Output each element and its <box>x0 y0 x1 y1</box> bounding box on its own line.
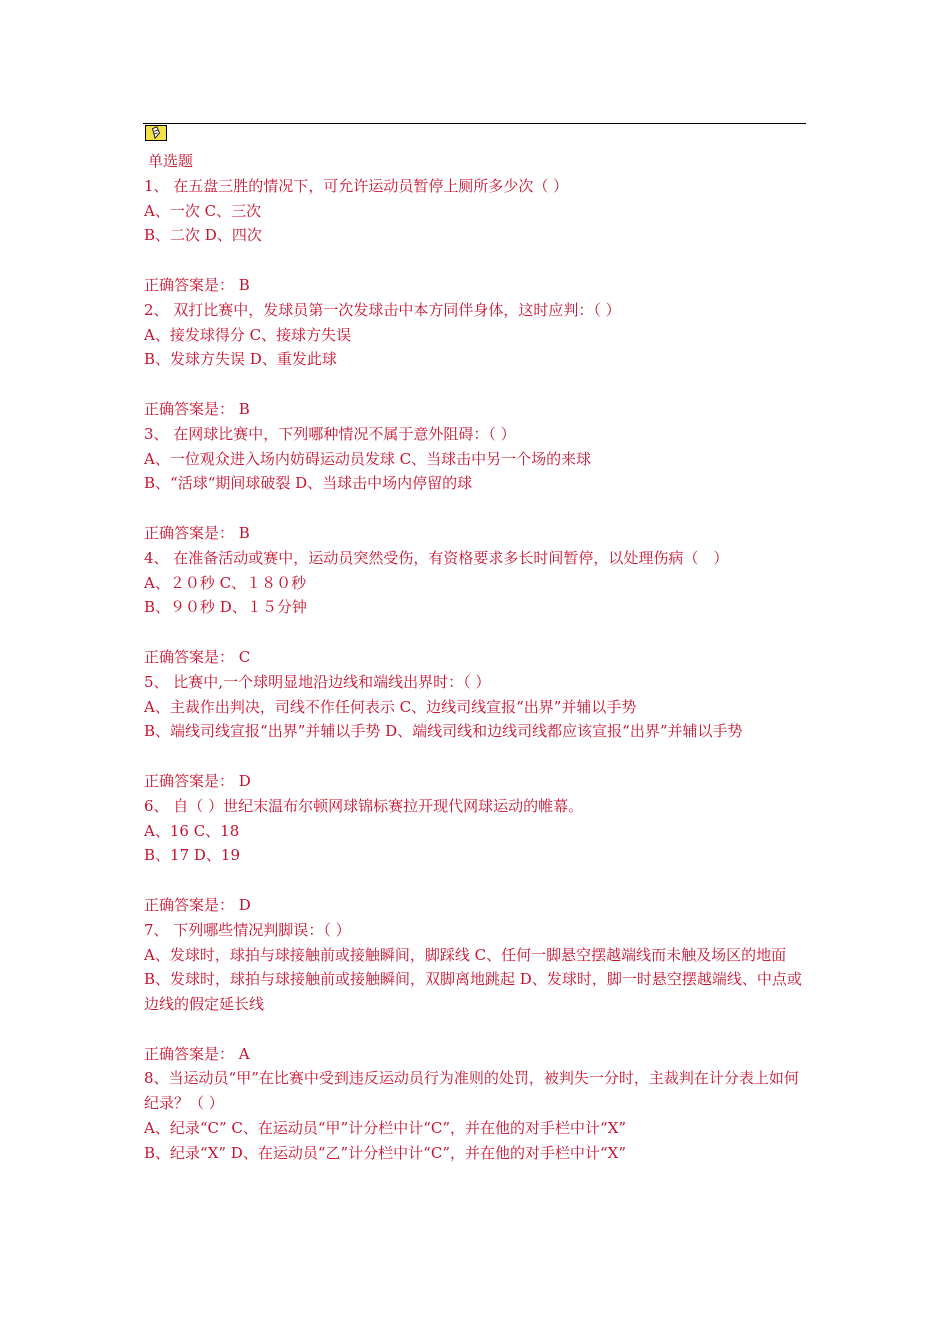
option-line: B、发球方失误 D、重发此球 <box>144 350 337 369</box>
option-line: A、接发球得分 C、接球方失误 <box>144 325 352 344</box>
question-1 <box>144 174 808 298</box>
question-4 <box>144 546 808 670</box>
question-stem: 7、 下列哪些情况判脚误：（ ） <box>144 920 351 939</box>
document-icon <box>145 125 167 141</box>
option-line: A、16 C、18 <box>144 821 240 840</box>
answer-line: 正确答案是： B <box>144 399 250 418</box>
option-line: B、“活球“期间球破裂 D、当球击中场内停留的球 <box>144 474 473 493</box>
option-line: B、纪录“X” D、在运动员“乙”计分栏中计“C”，并在他的对手栏中计“X” <box>144 1143 627 1162</box>
question-stem: 1、 在五盘三胜的情况下，可允许运动员暂停上厕所多少次（ ） <box>144 176 569 195</box>
option-line: B、发球时，球拍与球接触前或接触瞬间，双脚离地跳起 D、发球时，脚一时悬空摆越端线、中点或边线的假定延长线 <box>144 970 802 1014</box>
option-line: B、17 D、19 <box>144 846 240 865</box>
question-2 <box>144 298 808 422</box>
answer-line: 正确答案是： B <box>144 523 250 542</box>
question-stem: 3、 在网球比赛中，下列哪种情况不属于意外阻碍：（ ） <box>144 424 516 443</box>
option-line: A、纪录“C” C、在运动员“甲”计分栏中计“C”，并在他的对手栏中计“X” <box>144 1119 627 1138</box>
question-stem: 2、 双打比赛中，发球员第一次发球击中本方同伴身体，这时应判：（ ） <box>144 300 621 319</box>
option-line: A、主裁作出判决，司线不作任何表示 C、边线司线宣报“出界”并辅以手势 <box>144 697 637 716</box>
answer-line: 正确答案是： B <box>144 275 250 294</box>
answer-line: 正确答案是： D <box>144 771 251 790</box>
question-6 <box>144 794 808 918</box>
question-3 <box>144 422 808 546</box>
option-line: A、一位观众进入场内妨碍运动员发球 C、当球击中另一个场的来球 <box>144 449 592 468</box>
question-stem: 4、 在准备活动或赛中，运动员突然受伤，有资格要求多长时间暂停，以处理伤病（ ） <box>144 548 729 567</box>
question-8 <box>144 1066 808 1165</box>
question-5 <box>144 670 808 794</box>
question-list <box>144 149 808 1166</box>
option-line: A、２０秒 C、１８０秒 <box>144 573 307 592</box>
answer-line: 正确答案是： D <box>144 895 251 914</box>
option-line: B、９０秒 D、１５分钟 <box>144 598 307 617</box>
answer-line: 正确答案是： A <box>144 1044 250 1063</box>
question-7 <box>144 918 808 1067</box>
question-stem: 8、当运动员“甲”在比赛中受到违反运动员行为准则的处罚，被判失一分时，主裁判在计分表上如何纪录？（ ） <box>144 1069 799 1113</box>
question-stem: 5、 比赛中,一个球明显地沿边线和端线出界时：（ ） <box>144 672 491 691</box>
option-line: B、二次 D、四次 <box>144 226 262 245</box>
question-stem: 6、 自（ ）世纪末温布尔顿网球锦标赛拉开现代网球运动的帷幕。 <box>144 796 584 815</box>
answer-line: 正确答案是： C <box>144 647 251 666</box>
option-line: A、发球时，球拍与球接触前或接触瞬间，脚踩线 C、任何一脚悬空摆越端线而未触及场区的地面 <box>144 945 787 964</box>
option-line: B、端线司线宣报“出界”并辅以手势 D、端线司线和边线司线都应该宣报“出界”并辅以手势 <box>144 722 743 741</box>
section-title: 单选题 <box>148 152 194 170</box>
header-rule <box>143 123 806 124</box>
option-line: A、一次 C、三次 <box>144 201 262 220</box>
